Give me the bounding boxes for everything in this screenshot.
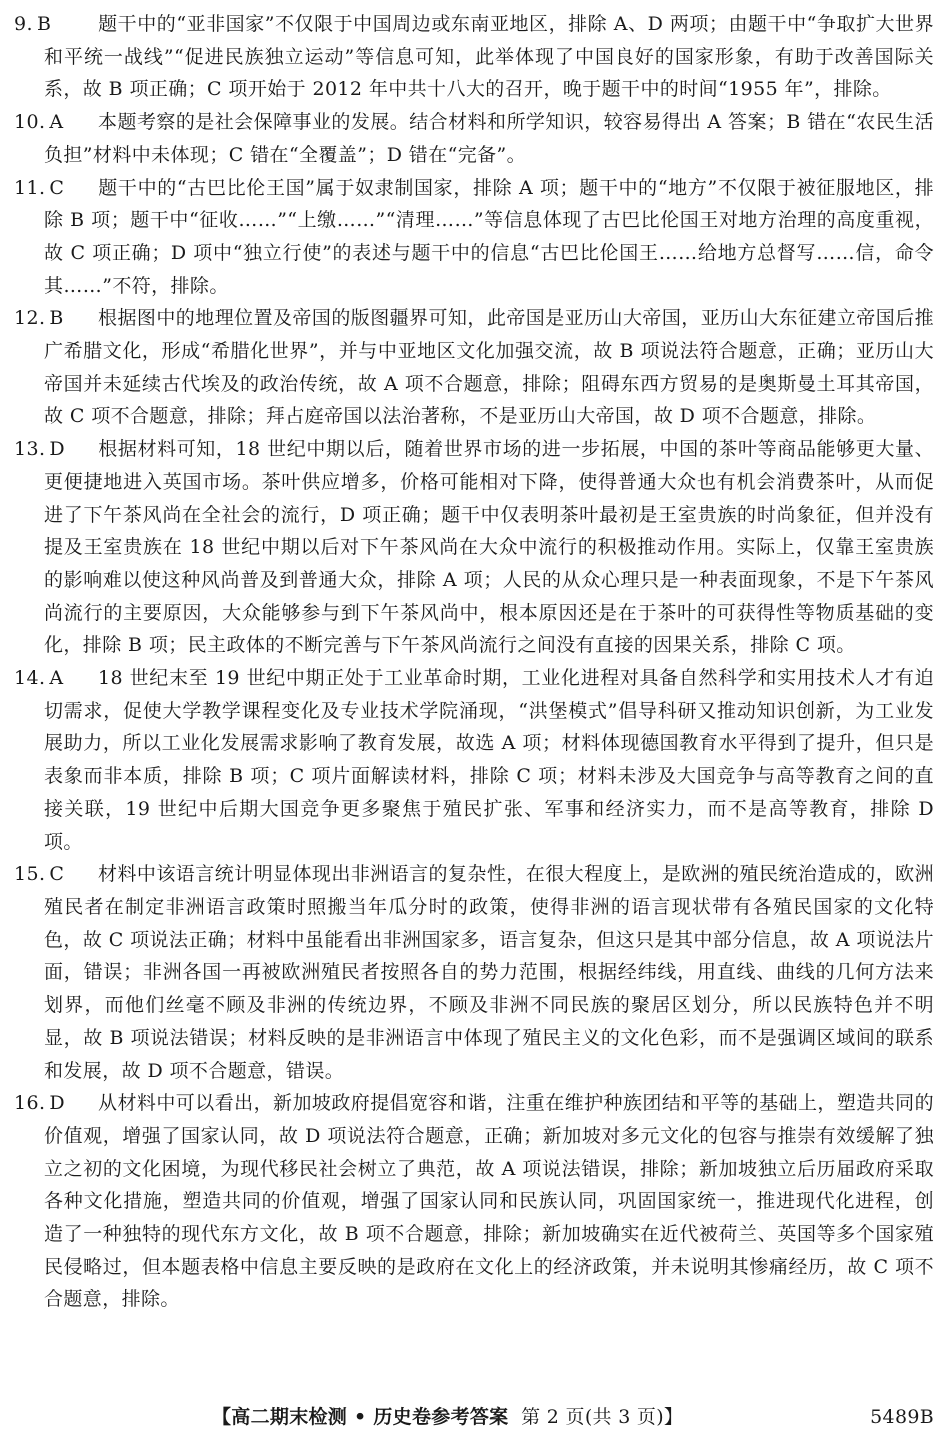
answer-text: 题干中的“古巴比伦王国”属于奴隶制国家，排除 A 项；题干中的“地方”不仅限于被征服地区，排除 B 项；题干中“征收……”“上缴……”“清理……”等信息体现了古巴比伦国王对地方治理的高度重视，故 C 项正确；D 项中“独立行使”的表述与题干中的信息“古巴比伦国王……给地方总督写……信，命令其……”不符，排除。: [44, 176, 934, 297]
answer-choice: C: [49, 176, 65, 199]
answer-number: 14. A: [14, 667, 64, 690]
answer-number: 11. C: [14, 176, 65, 199]
answer-choice: C: [49, 863, 65, 886]
footer-title: [212, 1400, 683, 1434]
answer-text: 18 世纪末至 19 世纪中期正处于工业革命时期，工业化进程对具备自然科学和实用技术人才有迫切需求，促使大学教学课程变化及专业技术学院涌现，“洪堡模式”倡导科研又推动知识创新，为工业发展助力，所以工业化发展需求影响了教育发展，故选 A 项；材料体现德国教育水平得到了提升，但只是表象而非本质，排除 B 项；C 项片面解读材料，排除 C 项；材料未涉及大国竞争与高等教育之间的直接关联，19 世纪中后期大国竞争更多聚焦于殖民扩张、军事和经济实力，而不是高等教育，排除 D 项。: [44, 667, 934, 853]
answer-item-12: [14, 302, 934, 433]
answer-text: 根据材料可知，18 世纪中期以后，随着世界市场的进一步拓展，中国的茶叶等商品能够更大量、更便捷地进入英国市场。茶叶供应增多，价格可能相对下降，使得普通大众也有机会消费茶叶，从而促进了下午茶风尚在全社会的流行，D 项正确；题干中仅表明茶叶最初是王室贵族的时尚象征，但并没有提及王室贵族在 18 世纪中期以后对下午茶风尚在大众中流行的积极推动作用。实际上，仅靠王室贵族的影响难以使这种风尚普及到普通大众，排除 A 项；人民的从众心理只是一种表面现象，不是下午茶风尚流行的主要原因，大众能够参与到下午茶风尚中，根本原因还是在于茶叶的可获得性等物质基础的变化，排除 B 项；民主政体的不断完善与下午茶风尚流行之间没有直接的因果关系，排除 C 项。: [44, 438, 934, 657]
answer-number: 12. B: [14, 307, 64, 330]
answer-text: 本题考察的是社会保障事业的发展。结合材料和所学知识，较容易得出 A 答案；B 错在“农民生活负担”材料中未体现；C 错在“全覆盖”；D 错在“完备”。: [44, 111, 934, 166]
footer-exam-title: 【高二期末检测 • 历史卷参考答案: [212, 1406, 509, 1428]
answer-number: 10. A: [14, 111, 64, 134]
answer-choice: D: [49, 438, 66, 461]
answer-list: [14, 8, 934, 1316]
answer-item-15: [14, 858, 934, 1087]
answer-number: 9. B: [14, 13, 52, 35]
answer-item-13: [14, 433, 934, 662]
answer-item-16: [14, 1087, 934, 1316]
answer-text: 题干中的“亚非国家”不仅限于中国周边或东南亚地区，排除 A、D 两项；由题干中“争取扩大世界和平统一战线”“促进民族独立运动”等信息可知，此举体现了中国良好的国家形象，有助于改善国际关系，故 B 项正确；C 项开始于 2012 年中共十八大的召开，晚于题干中的时间“1955 年”，排除。: [44, 13, 934, 101]
answer-item-10: [14, 106, 934, 171]
answer-choice: B: [36, 13, 52, 35]
answer-text: 材料中该语言统计明显体现出非洲语言的复杂性，在很大程度上，是欧洲的殖民统治造成的，欧洲殖民者在制定非洲语言政策时照搬当年瓜分时的政策，使得非洲的语言现状带有各殖民国家的文化特色，故 C 项说法正确；材料中虽能看出非洲国家多，语言复杂，但这只是其中部分信息，故 A 项说法片面，错误；非洲各国一再被欧洲殖民者按照各自的势力范围，根据经纬线，用直线、曲线的几何方法来划界，而他们丝毫不顾及非洲的传统边界，不顾及非洲不同民族的聚居区划分，所以民族特色并不明显，故 B 项说法错误；材料反映的是非洲语言中体现了殖民主义的文化色彩，而不是强调区域间的联系和发展，故 D 项不合题意，错误。: [44, 863, 934, 1082]
answer-text: 根据图中的地理位置及帝国的版图疆界可知，此帝国是亚历山大帝国，亚历山大东征建立帝国后推广希腊文化，形成“希腊化世界”，并与中亚地区文化加强交流，故 B 项说法符合题意，正确；亚历山大帝国并未延续古代埃及的政治传统，故 A 项不合题意，排除；阻碍东西方贸易的是奥斯曼土耳其帝国，故 C 项不合题意，排除；拜占庭帝国以法治著称，不是亚历山大帝国，故 D 项不合题意，排除。: [44, 307, 934, 428]
footer-code: 5489B: [870, 1406, 934, 1428]
answer-text: 从材料中可以看出，新加坡政府提倡宽容和谐，注重在维护种族团结和平等的基础上，塑造共同的价值观，增强了国家认同，故 D 项说法符合题意，正确；新加坡对多元文化的包容与推崇有效缓解了独立之初的文化困境，为现代移民社会树立了典范，故 A 项说法错误，排除；新加坡独立后历届政府采取各种文化措施，塑造共同的价值观，增强了国家认同和民族认同，巩固国家统一，推进现代化进程，创造了一种独特的现代东方文化，故 B 项不合题意，排除；新加坡确实在近代被荷兰、英国等多个国家殖民侵略过，但本题表格中信息主要反映的是政府在文化上的经济政策，并未说明其惨痛经历，故 C 项不合题意，排除。: [44, 1092, 934, 1311]
answer-number: 15. C: [14, 863, 65, 886]
answer-item-11: [14, 172, 934, 303]
footer-page-number: 第 2 页(共 3 页)】: [521, 1406, 684, 1428]
answer-number: 13. D: [14, 438, 66, 461]
answer-item-9: [14, 8, 934, 106]
answer-item-14: [14, 662, 934, 858]
answer-choice: B: [49, 307, 64, 330]
answer-number: 16. D: [14, 1092, 66, 1115]
answer-choice: A: [49, 667, 64, 690]
answer-choice: A: [49, 111, 64, 134]
page-footer: [0, 1400, 950, 1434]
answer-choice: D: [49, 1092, 66, 1115]
